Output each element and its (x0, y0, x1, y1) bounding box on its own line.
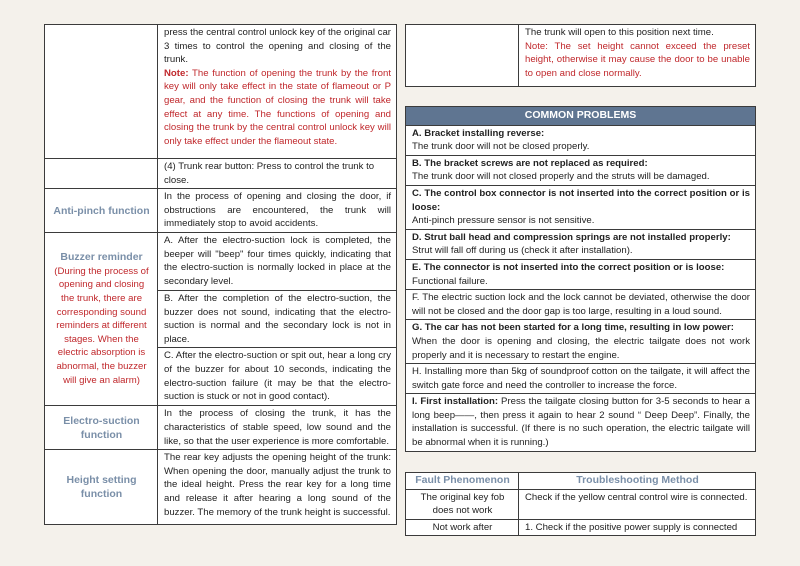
first-installation-cell: I. First installation: Press the tailgate closing button for 3-5 seconds to hear a long beep——, then press it again to hear 2 sound “ Deep Deep”. Finally, the installation is successful. (If there is no such operation, the electric tailgate will be abnormal when it is running.) (406, 394, 756, 451)
common-problems-title: COMMON PROBLEMS (406, 107, 756, 126)
fault-cell: The original key fob does not work (406, 489, 519, 519)
table-row (406, 25, 756, 87)
fault-cell: Not work after (406, 519, 519, 536)
note-text: Note: The function of opening the trunk by the front key will only take effect in the state of flameout or P gear, and the function of closing the trunk will take effect at any time. The functions of opening and closing the trunk by the central control unlock key will only take effect under the flameout state. (164, 67, 391, 147)
table-row (406, 519, 756, 536)
table-row (406, 489, 756, 519)
height-note-table (405, 24, 756, 87)
features-table (44, 24, 397, 525)
next-time-text: The trunk will open to this position next time. (525, 27, 714, 38)
table-row (45, 450, 397, 525)
table-row: D. Strut ball head and compression springs are not installed properly: Strut will fall off during us (check it after installation). (406, 229, 756, 259)
table-row: C. The control box connector is not inserted into the correct position or is loose: Anti-pinch pressure sensor is not sensitive. (406, 185, 756, 229)
height-setting-label: Height setting function (45, 450, 158, 525)
fault-phenomenon-header: Fault Phenomenon (406, 473, 519, 490)
troubleshooting-table (405, 472, 756, 536)
table-row: H. Installing more than 5kg of soundproof cotton on the tailgate, it will affect the switch gate force and need the controller to increase the force. (406, 364, 756, 394)
table-row: A. Bracket installing reverse: The trunk door will not be closed properly. (406, 125, 756, 155)
table-row (45, 232, 397, 290)
table-row (45, 25, 397, 159)
table-row: B. The bracket screws are not replaced as required: The trunk door will not closed properly and the struts will be damaged. (406, 155, 756, 185)
trunk-rear-button-text: (4) Trunk rear button: Press to control the trunk to close. (158, 159, 397, 189)
table-row (45, 159, 397, 189)
buzzer-label-cell (45, 232, 158, 405)
height-note-cell (519, 25, 756, 87)
buzzer-b-text: B. After the completion of the electro-suction, the buzzer does not sound, indicating that the electro-suction is normal and the secondary lock is not in place. (158, 290, 397, 347)
table-row (45, 406, 397, 450)
buzzer-c-text: C. After the electro-suction or spit out, hear a long cry of the buzzer for about 10 seconds, indicating the electro-suction failure (it may be that the electro-suction is stuck or not in good contact). (158, 348, 397, 406)
preset-height-note: Note: The set height cannot exceed the preset height, otherwise it may cause the door to be unable to open and close normally. (525, 40, 750, 79)
buzzer-label: Buzzer reminder (60, 251, 143, 264)
table-row (45, 189, 397, 233)
anti-pinch-label: Anti-pinch function (45, 189, 158, 233)
table-row: F. The electric suction lock and the lock cannot be deviated, otherwise the door will not be closed and the door gap is too large, resulting in a loud sound. (406, 290, 756, 320)
table-row: G. The car has not been started for a long time, resulting in low power: When the door is opening and closing, the electric tailgate does not work properly and it is necessary to restart the engine. (406, 320, 756, 364)
electro-suction-label: Electro-suction function (45, 406, 158, 450)
common-problems-table (405, 106, 756, 452)
anti-pinch-text: In the process of opening and closing the door, if obstructions are encountered, the trunk will immediately stop to avoid accidents. (158, 189, 397, 233)
table-row: E. The connector is not inserted into the correct position or is loose: Functional failure. (406, 259, 756, 289)
troubleshooting-method-header: Troubleshooting Method (519, 473, 756, 490)
table-row (406, 394, 756, 451)
unlock-key-cell (158, 25, 397, 159)
height-setting-text: The rear key adjusts the opening height of the trunk: When opening the door, manually adjust the trunk to the ideal height. Press the rear key for a long time and release it after hearing a long sound of the buzzer. The memory of the trunk height is successful. (158, 450, 397, 525)
method-cell: Check if the yellow central control wire is connected. (519, 489, 756, 519)
buzzer-description: (During the process of opening and closing the trunk, there are corresponding sound reminders at different stages. When the electric absorption is abnormal, the buzzer will give an alarm) (54, 265, 149, 386)
buzzer-a-text: A. After the electro-suction lock is completed, the beeper will "beep" four times quickly, indicating that the electro-suction is normally locked in place at the secondary level. (158, 232, 397, 290)
intro-text: press the central control unlock key of the original car 3 times to control the opening and closing of the trunk. (164, 27, 391, 66)
method-cell: 1. Check if the positive power supply is connected (519, 519, 756, 536)
electro-suction-text: In the process of closing the trunk, it has the characteristics of stable speed, low sound and the like, so that the user experience is more comfortable. (158, 406, 397, 450)
